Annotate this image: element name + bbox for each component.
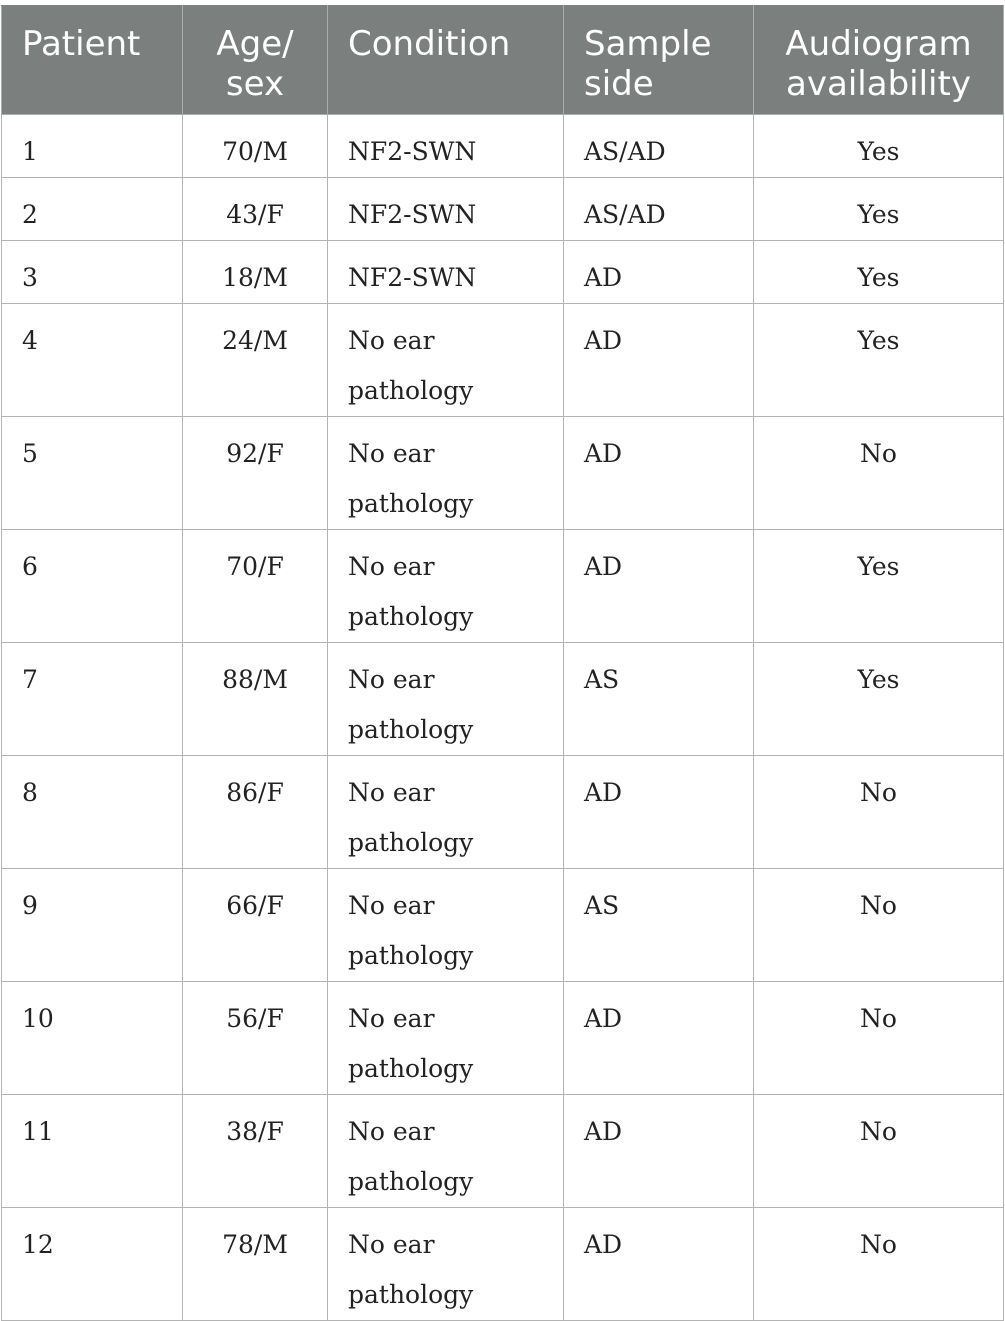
header-sample-side-label: Sample side xyxy=(584,24,712,104)
cell-patient: 9 xyxy=(2,869,183,982)
cell-audiogram: Yes xyxy=(754,241,1004,304)
cell-age-sex: 18/M xyxy=(183,241,328,304)
cell-condition: No ear pathology xyxy=(328,869,564,982)
cell-sample-side: AD xyxy=(564,1208,754,1321)
cell-condition: No ear pathology xyxy=(328,417,564,530)
header-sample-side xyxy=(564,6,754,115)
cell-patient: 11 xyxy=(2,1095,183,1208)
cell-age-sex: 70/M xyxy=(183,115,328,178)
cell-patient: 10 xyxy=(2,982,183,1095)
table-row xyxy=(2,304,1004,417)
cell-age-sex: 88/M xyxy=(183,643,328,756)
cell-audiogram: Yes xyxy=(754,304,1004,417)
cell-condition: No ear pathology xyxy=(328,643,564,756)
header-audiogram-label: Audiogram availability xyxy=(785,24,972,104)
cell-sample-side: AD xyxy=(564,756,754,869)
cell-audiogram: No xyxy=(754,1208,1004,1321)
patient-table xyxy=(1,5,1004,1321)
cell-condition: No ear pathology xyxy=(328,304,564,417)
cell-condition: No ear pathology xyxy=(328,1095,564,1208)
header-condition xyxy=(328,6,564,115)
cell-patient: 1 xyxy=(2,115,183,178)
cell-condition: NF2-SWN xyxy=(328,115,564,178)
cell-patient: 3 xyxy=(2,241,183,304)
cell-audiogram: No xyxy=(754,869,1004,982)
cell-patient: 5 xyxy=(2,417,183,530)
cell-age-sex: 56/F xyxy=(183,982,328,1095)
cell-age-sex: 78/M xyxy=(183,1208,328,1321)
cell-age-sex: 43/F xyxy=(183,178,328,241)
cell-sample-side: AS/AD xyxy=(564,115,754,178)
header-age-sex-label: Age/ sex xyxy=(216,24,294,104)
cell-sample-side: AS xyxy=(564,869,754,982)
cell-audiogram: No xyxy=(754,982,1004,1095)
cell-age-sex: 24/M xyxy=(183,304,328,417)
table-row xyxy=(2,530,1004,643)
cell-audiogram: Yes xyxy=(754,643,1004,756)
table-row xyxy=(2,178,1004,241)
cell-audiogram: Yes xyxy=(754,115,1004,178)
cell-audiogram: Yes xyxy=(754,178,1004,241)
cell-patient: 7 xyxy=(2,643,183,756)
cell-sample-side: AD xyxy=(564,982,754,1095)
cell-age-sex: 66/F xyxy=(183,869,328,982)
cell-sample-side: AD xyxy=(564,241,754,304)
header-age-sex xyxy=(183,6,328,115)
header-audiogram-availability xyxy=(754,6,1004,115)
table-header-row xyxy=(2,6,1004,115)
header-patient xyxy=(2,6,183,115)
table-row xyxy=(2,869,1004,982)
cell-sample-side: AD xyxy=(564,530,754,643)
cell-audiogram: Yes xyxy=(754,530,1004,643)
cell-condition: NF2-SWN xyxy=(328,241,564,304)
cell-age-sex: 38/F xyxy=(183,1095,328,1208)
cell-age-sex: 70/F xyxy=(183,530,328,643)
cell-patient: 12 xyxy=(2,1208,183,1321)
table-row xyxy=(2,1095,1004,1208)
table-row xyxy=(2,982,1004,1095)
table-row xyxy=(2,115,1004,178)
cell-condition: NF2-SWN xyxy=(328,178,564,241)
cell-audiogram: No xyxy=(754,756,1004,869)
cell-audiogram: No xyxy=(754,1095,1004,1208)
cell-sample-side: AD xyxy=(564,304,754,417)
table-row xyxy=(2,417,1004,530)
cell-sample-side: AS/AD xyxy=(564,178,754,241)
cell-age-sex: 86/F xyxy=(183,756,328,869)
header-patient-label: Patient xyxy=(22,24,141,64)
cell-patient: 2 xyxy=(2,178,183,241)
cell-patient: 8 xyxy=(2,756,183,869)
cell-audiogram: No xyxy=(754,417,1004,530)
cell-sample-side: AD xyxy=(564,417,754,530)
cell-condition: No ear pathology xyxy=(328,530,564,643)
table-row xyxy=(2,241,1004,304)
cell-sample-side: AD xyxy=(564,1095,754,1208)
cell-sample-side: AS xyxy=(564,643,754,756)
table-row xyxy=(2,1208,1004,1321)
cell-condition: No ear pathology xyxy=(328,982,564,1095)
cell-condition: No ear pathology xyxy=(328,756,564,869)
table-row xyxy=(2,756,1004,869)
cell-age-sex: 92/F xyxy=(183,417,328,530)
cell-condition: No ear pathology xyxy=(328,1208,564,1321)
cell-patient: 4 xyxy=(2,304,183,417)
header-condition-label: Condition xyxy=(348,24,511,64)
table-row xyxy=(2,643,1004,756)
cell-patient: 6 xyxy=(2,530,183,643)
